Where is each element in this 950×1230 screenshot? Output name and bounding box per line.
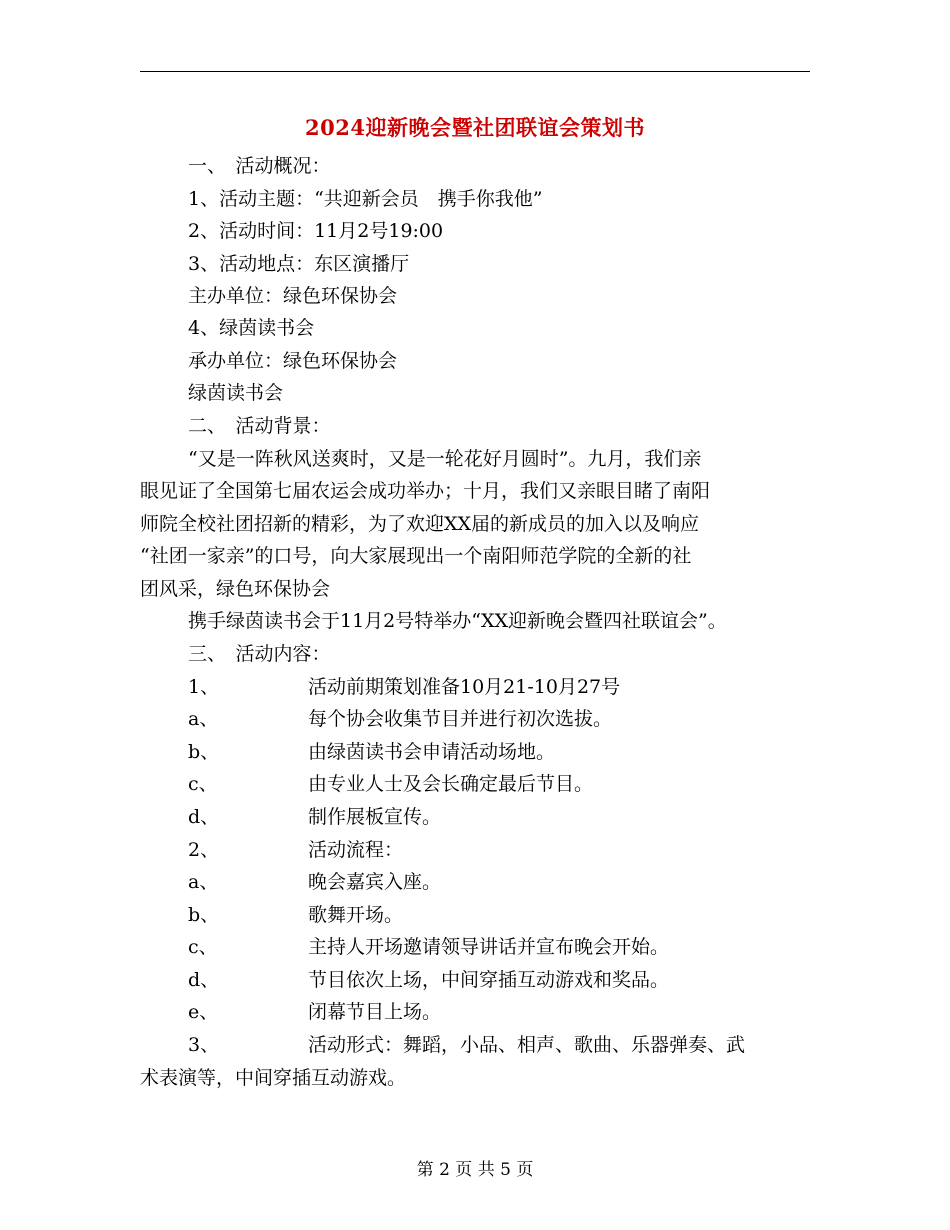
list-item-label: e、	[188, 1001, 219, 1023]
list-item-text: 由专业人士及会长确定最后节目。	[308, 773, 594, 795]
paragraph: 2、活动时间：11月2号19:00	[188, 220, 444, 242]
list-item-text: 节目依次上场，中间穿插互动游戏和奖品。	[308, 969, 670, 991]
paragraph: 3、活动地点：东区演播厅	[188, 253, 410, 275]
list-item-text: 活动前期策划准备10月21-10月27号	[308, 676, 621, 698]
section-heading-1: 一、 活动概况：	[188, 155, 331, 177]
background-line: 团风采，绿色环保协会	[140, 578, 331, 600]
list-item-label: 1、	[188, 676, 220, 698]
paragraph: 承办单位：绿色环保协会	[188, 350, 398, 372]
background-line: 眼见证了全国第七届农运会成功举办；十月，我们又亲眼目睹了南阳	[140, 480, 711, 502]
list-item-text: 活动形式：舞蹈，小品、相声、歌曲、乐器弹奏、武	[308, 1034, 746, 1056]
list-item-label: a、	[188, 871, 219, 893]
list-item-label: 3、	[188, 1034, 220, 1056]
list-item-text: 闭幕节目上场。	[308, 1001, 442, 1023]
section-heading-3: 三、 活动内容：	[188, 643, 331, 665]
list-item-label: d、	[188, 969, 220, 991]
header-rule	[140, 71, 810, 72]
list-item-text: 歌舞开场。	[308, 904, 404, 926]
paragraph: 主办单位：绿色环保协会	[188, 285, 398, 307]
list-item-text: 制作展板宣传。	[308, 806, 442, 828]
list-item-label: d、	[188, 806, 220, 828]
list-item-text: 由绿茵读书会申请活动场地。	[308, 741, 556, 763]
list-item-text: 活动流程：	[308, 839, 404, 861]
paragraph: 4、绿茵读书会	[188, 317, 315, 339]
background-line: 携手绿茵读书会于11月2号特举办“XX迎新晚会暨四社联谊会”。	[188, 610, 727, 632]
background-line: “社团一家亲”的口号，向大家展现出一个南阳师范学院的全新的社	[140, 545, 692, 567]
section-heading-2: 二、 活动背景：	[188, 415, 331, 437]
list-item-text: 晚会嘉宾入座。	[308, 871, 442, 893]
list-item-label: b、	[188, 904, 220, 926]
list-item-label: c、	[188, 936, 218, 958]
list-item-label: 2、	[188, 839, 220, 861]
document-title: 2024迎新晚会暨社团联谊会策划书	[305, 115, 645, 140]
list-item-label: c、	[188, 773, 218, 795]
list-item-label: b、	[188, 741, 220, 763]
list-item-text: 主持人开场邀请领导讲话并宣布晚会开始。	[308, 936, 670, 958]
paragraph-continuation: 术表演等，中间穿插互动游戏。	[140, 1067, 407, 1089]
paragraph: 1、活动主题：“共迎新会员 携手你我他”	[188, 188, 543, 210]
background-line: 师院全校社团招新的精彩，为了欢迎XX届的新成员的加入以及响应	[140, 513, 700, 535]
paragraph: 绿茵读书会	[188, 382, 284, 404]
background-line: “又是一阵秋风送爽时，又是一轮花好月圆时”。九月，我们亲	[188, 448, 702, 470]
page-footer: 第 2 页 共 5 页	[416, 1160, 534, 1180]
list-item-label: a、	[188, 708, 219, 730]
list-item-text: 每个协会收集节目并进行初次选拔。	[308, 708, 613, 730]
